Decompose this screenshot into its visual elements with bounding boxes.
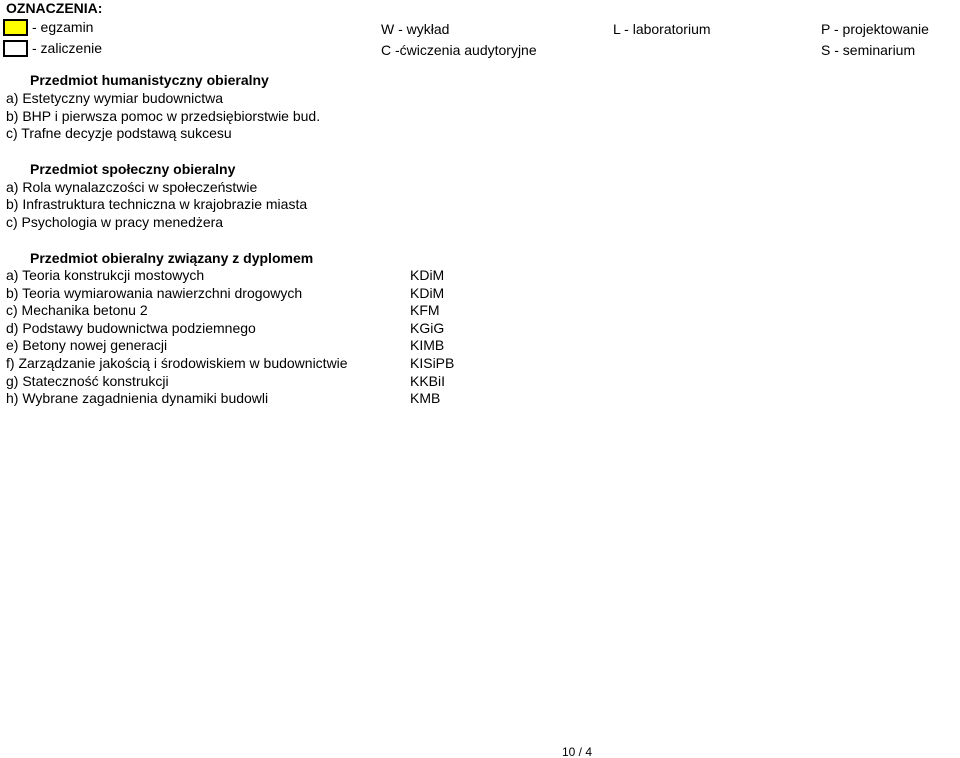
- list-item: a) Rola wynalazczości w społeczeństwie: [6, 179, 258, 195]
- list-item: h) Wybrane zagadnienia dynamiki budowli: [6, 390, 269, 406]
- legend-title: OZNACZENIA:: [6, 0, 103, 16]
- list-item: c) Mechanika betonu 2: [6, 302, 148, 318]
- pass-color-swatch: [3, 40, 28, 57]
- legend-pass-label: - zaliczenie: [32, 40, 103, 56]
- department-code: KDiM: [410, 267, 445, 283]
- list-item: b) BHP i pierwsza pomoc w przedsiębiorstwie bud.: [6, 108, 321, 124]
- department-code: KIMB: [410, 337, 445, 353]
- department-code: KDiM: [410, 285, 445, 301]
- legend-project: P - projektowanie: [821, 21, 929, 37]
- legend-lecture: W - wykład: [381, 21, 450, 37]
- department-code: KISiPB: [410, 355, 455, 371]
- legend-exam-label: - egzamin: [32, 19, 94, 35]
- list-item: e) Betony nowej generacji: [6, 337, 168, 353]
- department-code: KMB: [410, 390, 441, 406]
- exam-color-swatch: [3, 19, 28, 36]
- list-item: c) Psychologia w pracy menedżera: [6, 214, 224, 230]
- legend-lab: L - laboratorium: [613, 21, 711, 37]
- list-item: f) Zarządzanie jakością i środowiskiem w budownictwie: [6, 355, 348, 371]
- list-item: g) Stateczność konstrukcji: [6, 373, 169, 389]
- section-title-humanistic: Przedmiot humanistyczny obieralny: [30, 72, 269, 88]
- page-number: 10 / 4: [562, 745, 593, 758]
- section-title-diploma: Przedmiot obieralny związany z dyplomem: [30, 250, 314, 266]
- list-item: d) Podstawy budownictwa podziemnego: [6, 320, 256, 336]
- section-title-social: Przedmiot społeczny obieralny: [30, 161, 236, 177]
- department-code: KKBiI: [410, 373, 446, 389]
- list-item: a) Teoria konstrukcji mostowych: [6, 267, 205, 283]
- list-item: b) Teoria wymiarowania nawierzchni drogowych: [6, 285, 303, 301]
- department-code: KFM: [410, 302, 440, 318]
- list-item: c) Trafne decyzje podstawą sukcesu: [6, 125, 232, 141]
- legend-seminar: S - seminarium: [821, 42, 916, 58]
- department-code: KGiG: [410, 320, 445, 336]
- legend-exercises: C -ćwiczenia audytoryjne: [381, 42, 537, 58]
- list-item: a) Estetyczny wymiar budownictwa: [6, 90, 224, 106]
- list-item: b) Infrastruktura techniczna w krajobrazie miasta: [6, 196, 308, 212]
